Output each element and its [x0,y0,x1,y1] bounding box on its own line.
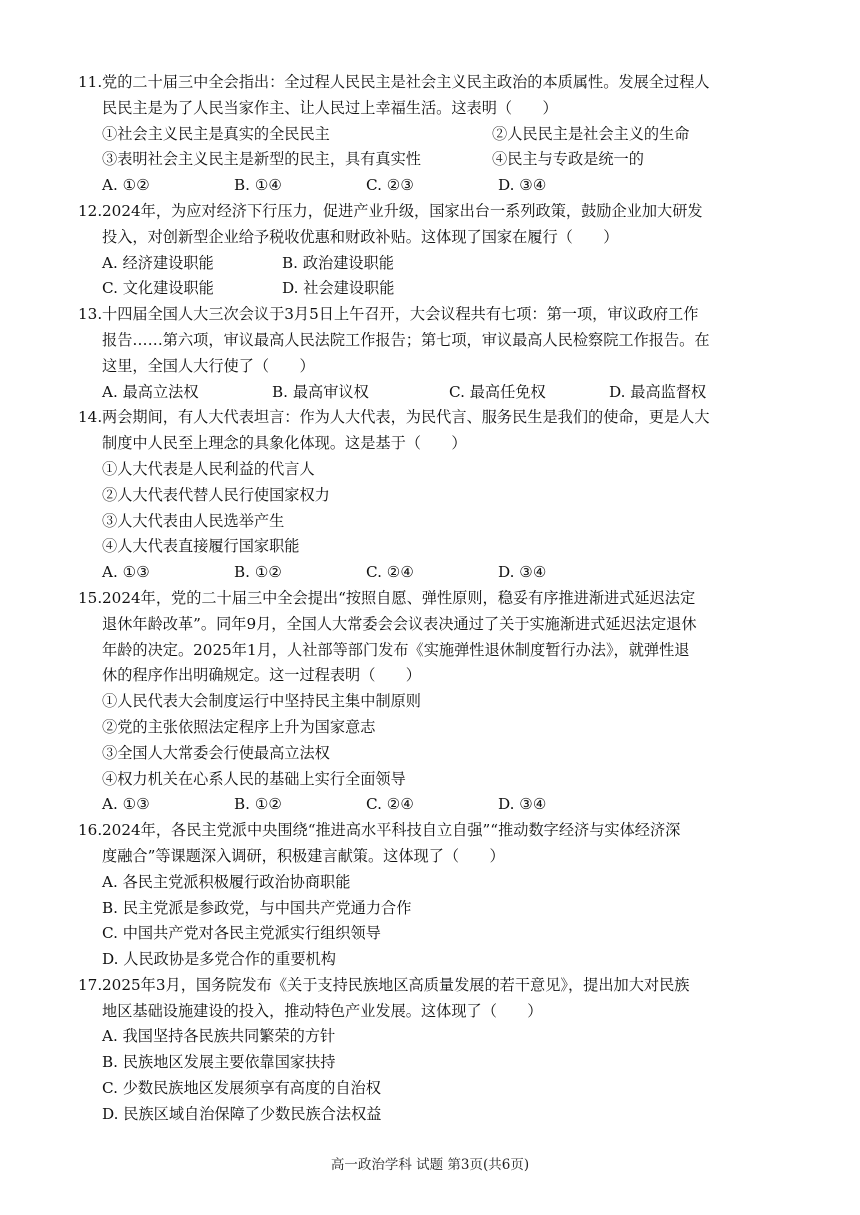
statement-3: ③人大代表由人民选举产生 [102,511,285,530]
option-c: C. 最高任免权 [449,382,546,401]
question-number: 15. [78,588,103,607]
statement-4: ④民主与专政是统一的 [492,150,644,169]
question-stem-line: 2024年，各民主党派中央围绕“推进高水平科技自立自强”“推动数字经济与实体经济深 [102,821,681,840]
statement-row [78,147,798,173]
question-stem-line: 这里，全国人大行使了（ ） [102,356,315,375]
question-stem-line: 制度中人民至上理念的具象化体现。这是基于（ ） [102,434,467,453]
option-b: B. 民族地区发展主要依靠国家扶持 [102,1053,336,1072]
option-d: D. 社会建设职能 [282,279,395,298]
option-c: C. 少数民族地区发展须享有高度的自治权 [102,1079,381,1098]
option-b: B. 民主党派是参政党，与中国共产党通力合作 [102,898,412,917]
statement-1: ①人民代表大会制度运行中坚持民主集中制原则 [102,692,421,711]
question-list [78,70,798,1128]
question-stem-line: 休的程序作出明确规定。这一过程表明（ ） [102,666,421,685]
question-17 [78,973,798,1128]
options-row [78,792,798,818]
statement-3: ③全国人大常委会行使最高立法权 [102,743,330,762]
option-b: B. ①② [234,795,283,814]
options-row [78,276,798,302]
option-b: B. 政治建设职能 [282,253,394,272]
question-14 [78,405,798,586]
option-c: C. 文化建设职能 [102,279,214,298]
question-stem-line: 年龄的决定。2025年1月，人社部等部门发布《实施弹性退休制度暂行办法》，就弹性退 [102,640,690,659]
option-b: B. ①② [234,563,283,582]
question-stem-line: 度融合”等课题深入调研，积极建言献策。这体现了（ ） [102,846,505,865]
option-a: A. 经济建设职能 [102,253,214,272]
question-12 [78,199,798,302]
option-c: C. 中国共产党对各民主党派实行组织领导 [102,924,381,943]
options-row [78,251,798,277]
question-number: 16. [78,821,103,840]
option-a: A. 最高立法权 [102,382,199,401]
question-stem-line: 2024年，党的二十届三中全会提出“按照自愿、弹性原则，稳妥有序推进渐进式延迟法定 [102,588,696,607]
question-stem-line: 2024年，为应对经济下行压力，促进产业升级，国家出台一系列政策，鼓励企业加大研发 [102,201,703,220]
question-stem-line: 党的二十届三中全会指出：全过程人民民主是社会主义民主政治的本质属性。发展全过程人 [102,73,710,91]
option-d: D. 最高监督权 [609,382,707,401]
statement-2: ②人大代表代替人民行使国家权力 [102,485,330,504]
option-d: D. ③④ [498,563,547,582]
question-11 [78,70,798,199]
question-stem-line: 投入，对创新型企业给予税收优惠和财政补贴。这体现了国家在履行（ ） [102,227,619,246]
options-row [78,380,798,406]
question-stem-line: 报告……第六项，审议最高人民法院工作报告；第七项，审议最高人民检察院工作报告。在 [102,330,710,349]
question-stem-line: 十四届全国人大三次会议于3月5日上午召开，大会议程共有七项：第一项，审议政府工作 [102,305,699,324]
question-number: 13. [78,305,103,324]
question-16 [78,818,798,973]
statement-2: ②党的主张依照法定程序上升为国家意志 [102,717,376,736]
question-13 [78,302,798,405]
option-b: B. 最高审议权 [272,382,369,401]
statement-3: ③表明社会主义民主是新型的民主，具有真实性 [102,150,421,169]
option-d: D. ③④ [498,176,547,195]
question-stem-line: 退休年龄改革”。同年9月，全国人大常委会会议表决通过了关于实施渐进式延迟法定退休 [102,614,697,633]
question-number: 14. [78,408,103,427]
question-stem-line: 2025年3月，国务院发布《关于支持民族地区高质量发展的若干意见》，提出加大对民族 [102,975,690,994]
option-b: B. ①④ [234,176,283,195]
question-number: 12. [78,201,103,220]
statement-4: ④人大代表直接履行国家职能 [102,537,300,556]
option-d: D. 人民政协是多党合作的重要机构 [102,950,336,969]
question-stem-line: 民民主是为了人民当家作主、让人民过上幸福生活。这表明（ ） [102,98,558,117]
statement-4: ④权力机关在心系人民的基础上实行全面领导 [102,769,406,788]
option-a: A. 我国坚持各民族共同繁荣的方针 [102,1027,336,1046]
options-row [78,173,798,199]
option-a: A. ①② [102,176,150,195]
question-stem-line: 地区基础设施建设的投入，推动特色产业发展。这体现了（ ） [102,1001,543,1020]
statement-1: ①社会主义民主是真实的全民民主 [102,124,330,143]
question-number: 17. [78,975,103,994]
option-a: A. 各民主党派积极履行政治协商职能 [102,872,351,891]
statement-1: ①人大代表是人民利益的代言人 [102,459,315,478]
option-c: C. ②④ [366,563,414,582]
options-row [78,560,798,586]
option-d: D. ③④ [498,795,547,814]
question-stem-line: 两会期间，有人大代表坦言：作为人大代表，为民代言、服务民生是我们的使命，更是人大 [102,408,710,427]
option-a: A. ①③ [102,795,150,814]
option-c: C. ②④ [366,795,414,814]
option-d: D. 民族区域自治保障了少数民族合法权益 [102,1104,382,1123]
question-15 [78,586,798,818]
page-footer: 高一政治学科 试题 第3页(共6页) [330,1157,530,1173]
option-a: A. ①③ [102,563,150,582]
statement-row [78,122,798,148]
statement-2: ②人民民主是社会主义的生命 [492,124,690,143]
question-number: 11. [78,73,103,91]
option-c: C. ②③ [366,176,414,195]
